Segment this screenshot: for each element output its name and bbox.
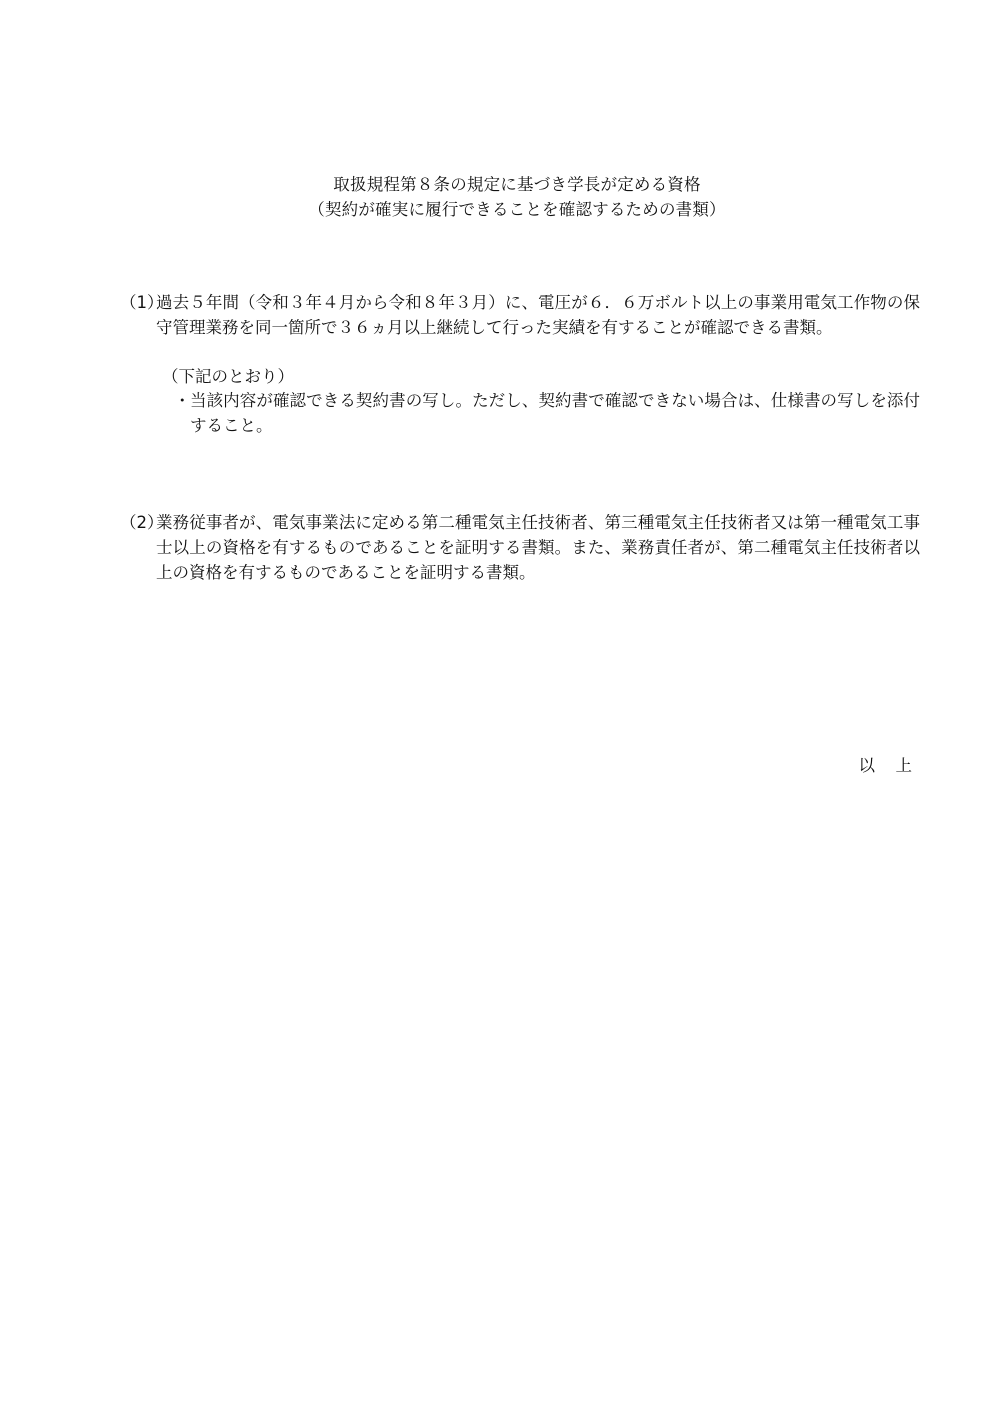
note-heading: （下記のとおり） <box>162 367 294 386</box>
document-title <box>0 172 1000 222</box>
item-number: （2） <box>120 513 164 532</box>
bullet-text: 当該内容が確認できる契約書の写し。ただし、契約書で確認できない場合は、仕様書の写しを添付すること。 <box>190 391 920 435</box>
list-item-1 <box>120 290 920 340</box>
list-item-2 <box>120 510 920 585</box>
item-text: 過去５年間（令和３年４月から令和８年３月）に、電圧が６．６万ボルト以上の事業用電気工作物の保守管理業務を同一箇所で３６ヵ月以上継続して行った実績を有することが確認できる書類。 <box>156 293 920 337</box>
item-text: 業務従事者が、電気事業法に定める第二種電気主任技術者、第三種電気主任技術者又は第一種電気工事士以上の資格を有するものであることを証明する書類。また、業務責任者が、第二種電気主任技術者以上の資格を有するものであることを証明する書類。 <box>156 513 920 582</box>
title-line-2: （契約が確実に履行できることを確認するための書類） <box>308 200 726 219</box>
bullet-mark: ・ <box>174 391 191 410</box>
title-line-1: 取扱規程第８条の規定に基づき学長が定める資格 <box>333 175 701 194</box>
closing-mark: 以 上 <box>858 756 914 775</box>
item-number: （1） <box>120 293 164 312</box>
note-bullet <box>174 388 920 438</box>
